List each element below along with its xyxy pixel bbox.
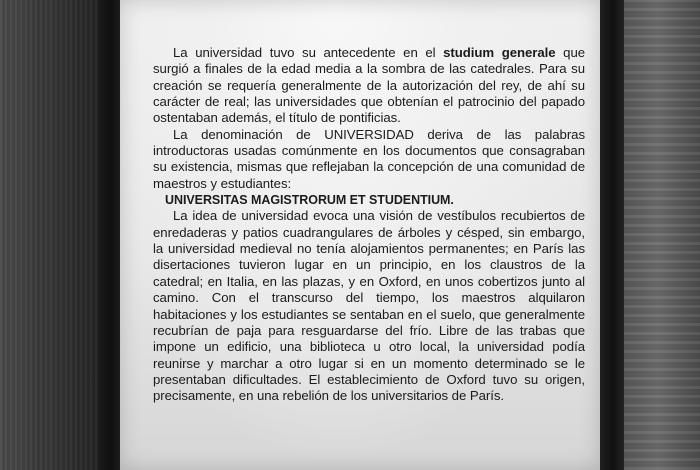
plaque-paragraph-1 [153,45,585,127]
frame-right-edge [600,0,626,470]
information-plaque [120,0,600,470]
stone-wall-left [0,0,112,470]
plaque-text [153,45,585,405]
frame-left-edge [98,0,120,470]
plaque-paragraph-3: La idea de universidad evoca una visión de vestíbulos recubiertos de enredaderas y patios cuadrangulares de árboles y césped, sin embargo, la universidad medieval no tenía alojamientos permanentes; en París las disertaciones tuvieron lugar en un principio, en los claustros de la catedral; en Italia, en las plazas, y en Oxford, en unos cobertizos junto al camino. Con el transcurso del tiempo, los maestros alquilaron habitaciones y los estudiantes se sentaban en el suelo, que generalmente recubrían de paja para resguardarse del frío. Libre de las trabas que impone un edificio, una biblioteca u otro local, la universidad podía reunirse y marchar a otro lugar si en un momento determinado se le presentaban dificultades. El establecimiento de Oxford tuvo su origen, precisamente, en una rebelión de los universitarios de París. [153,208,585,404]
plaque-paragraph-1-start: La universidad tuvo su antecedente en el [173,45,444,60]
plaque-paragraph-1-end: que surgió a finales de la edad media a la sombra de las catedrales. Para su creación se requería generalmente de la autorización del rey, de ahí su carácter de real; las universidades que obtenían el patrocinio del papado ostentaban además, el título de pontificias. [153,45,586,126]
plaque-latin-heading: UNIVERSITAS MAGISTRORUM ET STUDENTIUM. [165,193,454,208]
plaque-bold-term: studium generale [443,45,556,60]
plaque-paragraph-2: La denominación de UNIVERSIDAD deriva de las palabras introductoras usadas comúnmente en los documentos que consagraban su existencia, mismas que reflejaban la concepción de una comunidad de maestros y estudiantes: [153,126,585,191]
stone-wall-right [624,0,700,470]
